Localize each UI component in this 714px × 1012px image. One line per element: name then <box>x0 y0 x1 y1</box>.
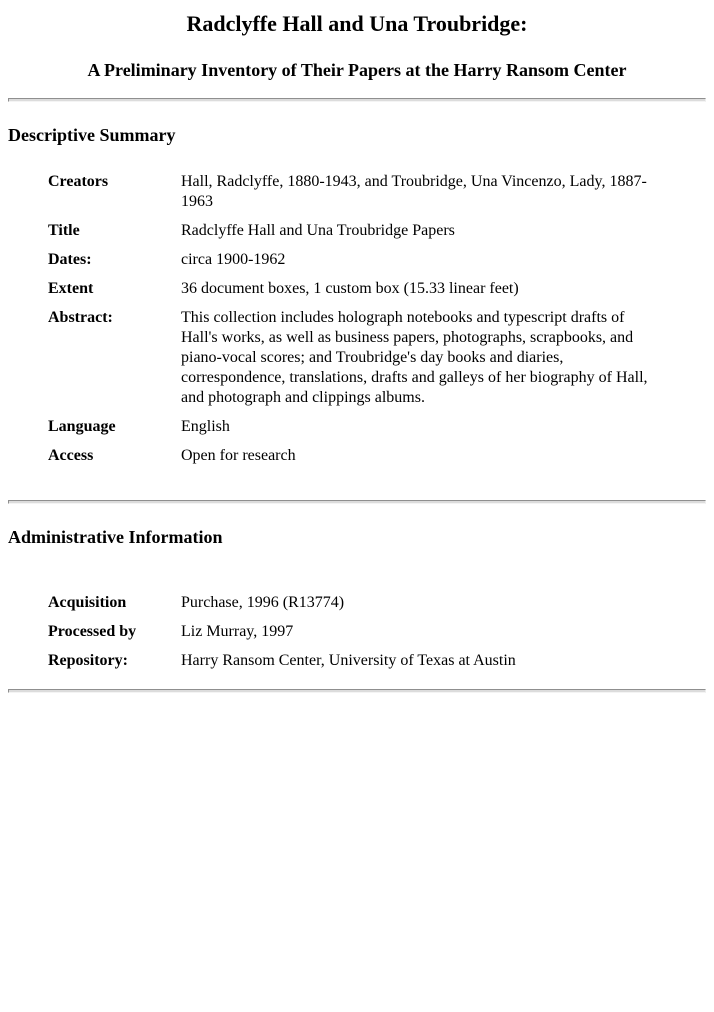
field-label: Acquisition <box>48 594 127 611</box>
page-subtitle: A Preliminary Inventory of Their Papers at the Harry Ransom Center <box>87 60 627 80</box>
field-value: Hall, Radclyffe, 1880-1943, and Troubridge, Una Vincenzo, Lady, 1887-1963 <box>181 173 647 210</box>
field-value: Harry Ransom Center, University of Texas at Austin <box>181 652 516 669</box>
page-title: Radclyffe Hall and Una Troubridge: <box>186 11 528 36</box>
section-heading: Descriptive Summary <box>8 125 176 145</box>
field-label: Title <box>48 222 80 239</box>
field-label: Processed by <box>48 623 137 640</box>
section-descriptive-summary <box>8 125 706 466</box>
field-label: Repository: <box>48 652 128 669</box>
definition-row <box>48 172 706 212</box>
definition-row <box>48 250 706 270</box>
field-value: circa 1900-1962 <box>181 251 286 268</box>
definition-row <box>48 651 706 671</box>
definition-list <box>48 172 706 466</box>
field-value: This collection includes holograph notebooks and typescript drafts of Hall's works, as well as business papers, photographs, scrapbooks, and piano-vocal scores; and Troubridge's day books and diaries, correspondence, translations, drafts and galleys of her biography of Hall, and photograph and clippings albums. <box>181 309 648 406</box>
field-label: Abstract: <box>48 309 113 326</box>
field-value: 36 document boxes, 1 custom box (15.33 linear feet) <box>181 280 519 297</box>
field-label: Creators <box>48 173 109 190</box>
definition-row <box>48 417 706 437</box>
finding-aid-page <box>0 12 714 693</box>
definition-row <box>48 221 706 241</box>
field-label: Extent <box>48 280 94 297</box>
section-divider <box>8 689 706 693</box>
definition-row <box>48 308 706 408</box>
definition-row <box>48 446 706 466</box>
field-label: Language <box>48 418 116 435</box>
field-value: Purchase, 1996 (R13774) <box>181 594 345 611</box>
field-value: Liz Murray, 1997 <box>181 623 294 640</box>
section-divider <box>8 500 706 504</box>
field-value: English <box>181 418 230 435</box>
definition-row <box>48 279 706 299</box>
definition-row <box>48 622 706 642</box>
field-label: Access <box>48 447 94 464</box>
field-label: Dates: <box>48 251 92 268</box>
section-administrative-information <box>8 527 706 671</box>
section-heading: Administrative Information <box>8 527 223 547</box>
field-value: Open for research <box>181 447 296 464</box>
definition-row <box>48 593 706 613</box>
field-value: Radclyffe Hall and Una Troubridge Papers <box>181 222 455 239</box>
definition-list <box>48 593 706 671</box>
section-divider <box>8 98 706 102</box>
